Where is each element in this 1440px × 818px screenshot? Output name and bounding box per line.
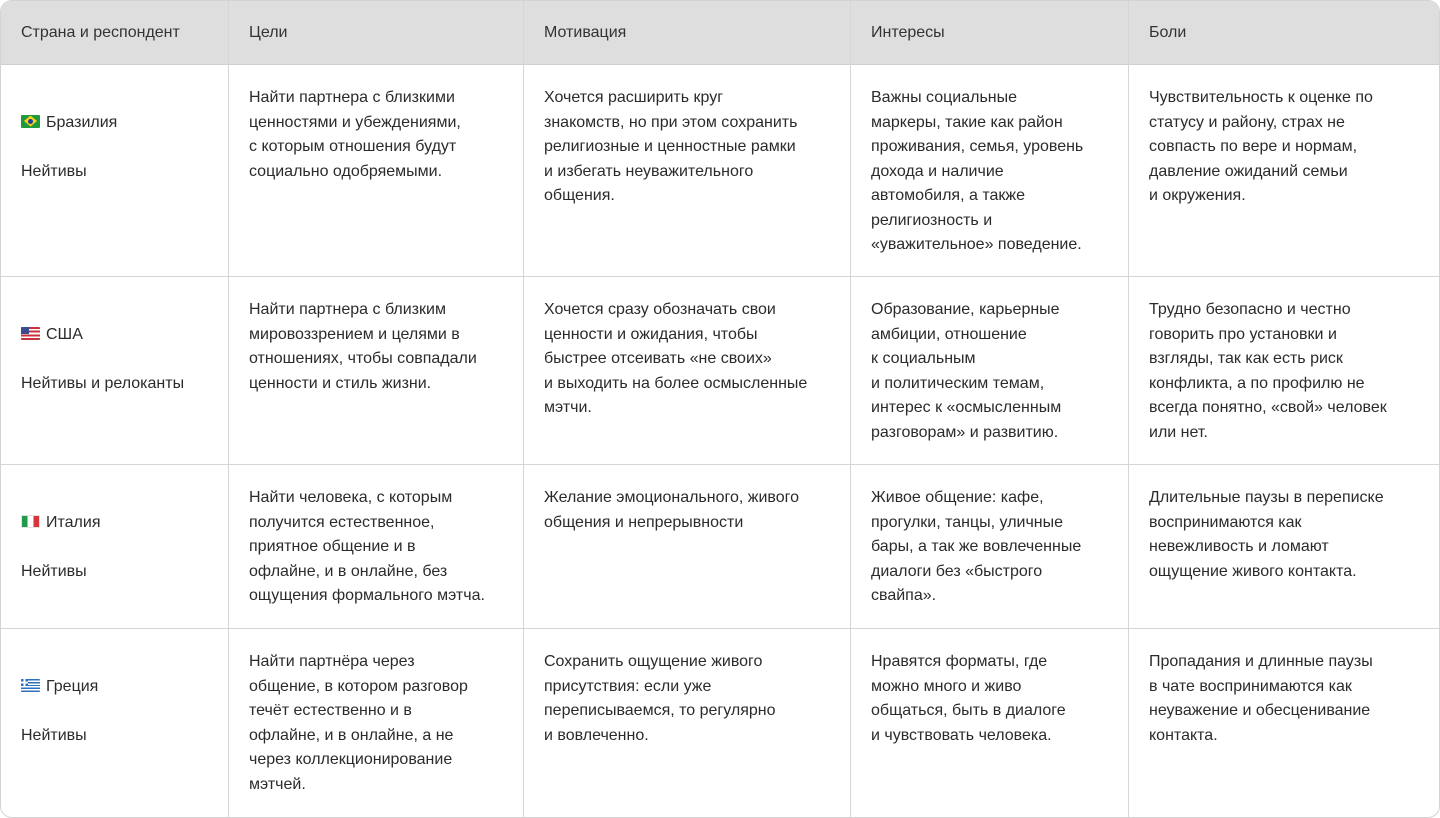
greece-flag-icon (21, 679, 40, 692)
country-name: США (46, 325, 83, 343)
respondent-type: Нейтивы (21, 562, 87, 580)
header-country: Страна и респондент (1, 1, 229, 65)
country-name: Бразилия (46, 113, 118, 131)
interests-cell: Образование, карьерные амбиции, отношение к социальным и политическим темам, интерес к «осмысленным разговорам» и развитию. (851, 277, 1129, 465)
pains-cell: Трудно безопасно и честно говорить про установки и взгляды, так как есть риск конфликта, а по профилю не всегда понятно, «свой» человек или нет. (1129, 277, 1439, 465)
table-grid (1, 1, 1439, 817)
respondent-type: Нейтивы (21, 162, 87, 180)
goals-cell: Найти партнёра через общение, в котором разговор течёт естественно и в офлайне, и в онлайне, а не через коллекционирование мэтчей. (229, 629, 524, 817)
pains-cell: Пропадания и длинные паузы в чате воспринимаются как неуважение и обесценивание контакта. (1149, 653, 1373, 744)
respondent-type: Нейтивы (21, 726, 87, 744)
motivation-cell: Хочется расширить круг знакомств, но при этом сохранить религиозные и ценностные рамки и избегать неуважительного общения. (524, 65, 851, 277)
country-cell (1, 277, 229, 465)
header-goals: Цели (229, 1, 524, 65)
brazil-flag-icon (21, 115, 40, 128)
goals-cell: Найти партнера с близкими ценностями и убеждениями, с которым отношения будут социально одобряемыми. (229, 65, 524, 277)
motivation-cell: Желание эмоционального, живого общения и непрерывности (524, 465, 851, 629)
interests-cell: Нравятся форматы, где можно много и живо общаться, быть в диалоге и чувствовать человека. (851, 629, 1129, 817)
header-pains: Боли (1129, 1, 1439, 65)
country-name: Греция (46, 677, 99, 695)
interests-cell: Живое общение: кафе, прогулки, танцы, уличные бары, а так же вовлеченные диалоги без «быстрого свайпа». (851, 465, 1129, 629)
country-cell (1, 465, 229, 629)
interests-cell: Важны социальные маркеры, такие как район проживания, семья, уровень дохода и наличие автомобиля, а также религиозность и «уважительное» поведение. (851, 65, 1129, 277)
header-interests: Интересы (851, 1, 1129, 65)
respondent-type: Нейтивы и релоканты (21, 374, 185, 392)
usa-flag-icon (21, 327, 40, 340)
goals-cell: Найти партнера с близким мировоззрением и целями в отношениях, чтобы совпадали ценности и стиль жизни. (229, 277, 524, 465)
goals-cell: Найти человека, с которым получится естественное, приятное общение и в офлайне, и в онлайне, без ощущения формального мэтча. (229, 465, 524, 629)
motivation-cell: Сохранить ощущение живого присутствия: если уже переписываемся, то регулярно и вовлеченно. (524, 629, 851, 817)
header-motivation: Мотивация (524, 1, 851, 65)
italy-flag-icon (21, 515, 40, 528)
motivation-cell: Хочется сразу обозначать свои ценности и ожидания, чтобы быстрее отсеивать «не своих» и выходить на более осмысленные мэтчи. (524, 277, 851, 465)
pains-cell: Чувствительность к оценке по статусу и району, страх не совпасть по вере и нормам, давление ожиданий семьи и окружения. (1129, 65, 1439, 277)
country-cell (1, 629, 229, 817)
country-name: Италия (46, 513, 101, 531)
pains-cell: Длительные паузы в переписке воспринимаются как невежливость и ломают ощущение живого контакта. (1129, 465, 1439, 629)
country-cell (1, 65, 229, 277)
